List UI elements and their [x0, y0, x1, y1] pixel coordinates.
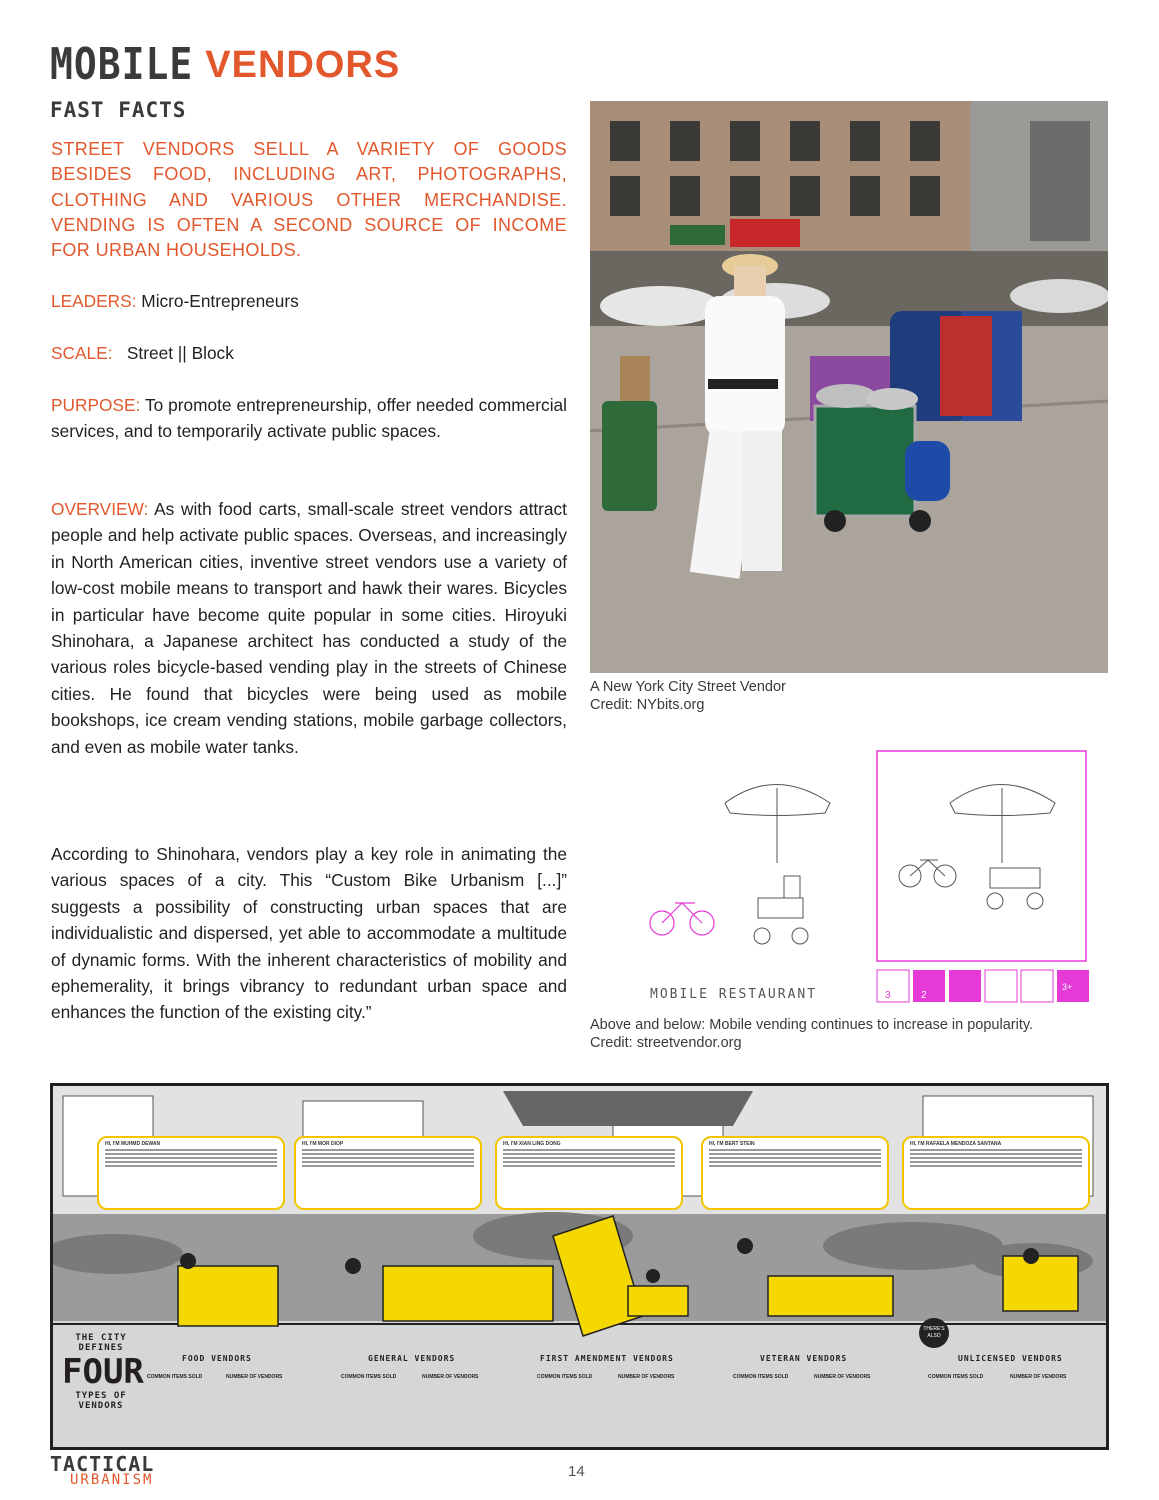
first-common-head: COMMON ITEMS SOLD	[537, 1374, 593, 1380]
leaders-fact	[51, 288, 567, 314]
speech-bubble-2	[294, 1136, 482, 1210]
four-line-4: TYPES OF	[75, 1391, 127, 1401]
sketch-label: MOBILE RESTAURANT	[650, 987, 818, 1002]
page-title	[50, 40, 400, 89]
veteran-number-head: NUMBER OF VENDORS	[814, 1374, 871, 1380]
speech-bubble-4	[701, 1136, 889, 1210]
bubble-title-4: HI, I'M BERT STEIN	[709, 1141, 755, 1147]
bubble-title-5: HI, I'M RAFAELA MENDOZA SANTANA	[910, 1141, 1002, 1147]
bubble-title-2: HI, I'M MOR DIOP	[302, 1141, 344, 1147]
photo-caption-text: A New York City Street Vendor	[590, 679, 786, 695]
overview-label: OVERVIEW:	[51, 499, 149, 519]
photo-caption	[590, 678, 786, 714]
speech-bubble-3	[495, 1136, 683, 1210]
theres-also-badge: THERE'S ALSO	[919, 1318, 949, 1348]
veteran-common-head: COMMON ITEMS SOLD	[733, 1374, 789, 1380]
sketch-drawing	[590, 748, 1105, 1010]
photo-credit: Credit: NYbits.org	[590, 697, 705, 713]
icon-count-3: 3+	[1062, 982, 1073, 992]
scale-value: Street || Block	[126, 343, 234, 363]
overview-fact	[51, 496, 567, 760]
footer-brand-tactical: TACTICAL	[50, 1452, 155, 1476]
four-line-1: THE CITY	[75, 1333, 127, 1343]
unlicensed-number-head: NUMBER OF VENDORS	[1010, 1374, 1067, 1380]
purpose-value: To promote entrepreneurship, offer needed commercial services, and to temporarily activate public spaces.	[51, 395, 567, 442]
mobile-restaurant-sketch	[590, 748, 1105, 1010]
footer-brand-urbanism: URBANISM	[70, 1472, 154, 1488]
lead-paragraph: STREET VENDORS SELLL A VARIETY OF GOODS BESIDES FOOD, INCLUDING ART, PHOTOGRAPHS, CLOTHING AND VARIOUS OTHER MERCHANDISE. VENDING IS OFTEN A SECOND SOURCE OF INCOME FOR URBAN HOUSEHOLDS.	[51, 139, 567, 261]
icon-count-2: 2	[921, 990, 927, 1001]
city-defines-four	[62, 1333, 144, 1411]
category-unlicensed: UNLICENSED VENDORS	[958, 1354, 1063, 1363]
purpose-label: PURPOSE:	[51, 395, 141, 415]
unlicensed-common-head: COMMON ITEMS SOLD	[928, 1374, 984, 1380]
leaders-label: LEADERS:	[51, 291, 137, 311]
food-number-head: NUMBER OF VENDORS	[226, 1374, 283, 1380]
speech-bubble-5	[902, 1136, 1090, 1210]
category-first-amendment: FIRST AMENDMENT VENDORS	[540, 1354, 674, 1363]
bubble-title-1: HI, I'M MUHMD DEWAN	[105, 1141, 161, 1147]
first-number-head: NUMBER OF VENDORS	[618, 1374, 675, 1380]
bubble-title-3: HI, I'M XIAN LING DONG	[503, 1141, 561, 1147]
category-veteran: VETERAN VENDORS	[760, 1354, 848, 1363]
category-general: GENERAL VENDORS	[368, 1354, 456, 1363]
speech-bubble-1	[97, 1136, 285, 1210]
sketch-credit: Credit: streetvendor.org	[590, 1035, 742, 1051]
purpose-fact	[51, 392, 567, 445]
category-food: FOOD VENDORS	[182, 1354, 252, 1363]
sketch-caption	[590, 1016, 1033, 1052]
four-line-2: DEFINES	[78, 1343, 124, 1353]
title-word-vendors: VENDORS	[205, 44, 401, 86]
street-vendor-photo	[590, 101, 1108, 673]
scale-fact	[51, 340, 567, 366]
section-subtitle: FAST FACTS	[50, 98, 187, 122]
closing-paragraph: According to Shinohara, vendors play a key role in animating the various spaces of a city. This “Custom Bike Urbanism [...]” suggests a possibility of constructing urban spaces that are individualistic and dispersed, yet able to accommodate a multitude of dynamic forms. With the inherent characteristics of mobility and ephemerality, it brings vibrancy to redundant urban space and enhances the function of the existing city.”	[51, 844, 567, 1023]
food-common-head: COMMON ITEMS SOLD	[147, 1374, 203, 1380]
general-common-head: COMMON ITEMS SOLD	[341, 1374, 397, 1380]
overview-value: As with food carts, small-scale street vendors attract people and help activate public spaces. Overseas, and increasingly in North American cities, inventive street vendors use a variety of low-cost mobile means to transport and hawk their wares. Bicycles in particular have become quite popular in some cities. Hiroyuki Shinohara, a Japanese architect has conducted a study of the various roles bicycle-based vending play in the streets of Chinese cities. He found that bicycles were being used as mobile bookshops, ice cream vending stations, mobile garbage collectors, and even as mobile water tanks.	[51, 499, 567, 757]
leaders-value: Micro-Entrepreneurs	[141, 291, 299, 311]
sketch-caption-text: Above and below: Mobile vending continues to increase in popularity.	[590, 1017, 1034, 1033]
street-vendor-illustration	[590, 101, 1108, 673]
general-number-head: NUMBER OF VENDORS	[422, 1374, 479, 1380]
icon-count-1: 3	[885, 990, 891, 1001]
title-word-mobile: MOBILE	[50, 38, 194, 90]
page-number: 14	[568, 1463, 585, 1480]
four-line-3: FOUR	[62, 1352, 144, 1392]
scale-label: SCALE:	[51, 343, 113, 363]
four-line-5: VENDORS	[78, 1401, 124, 1411]
